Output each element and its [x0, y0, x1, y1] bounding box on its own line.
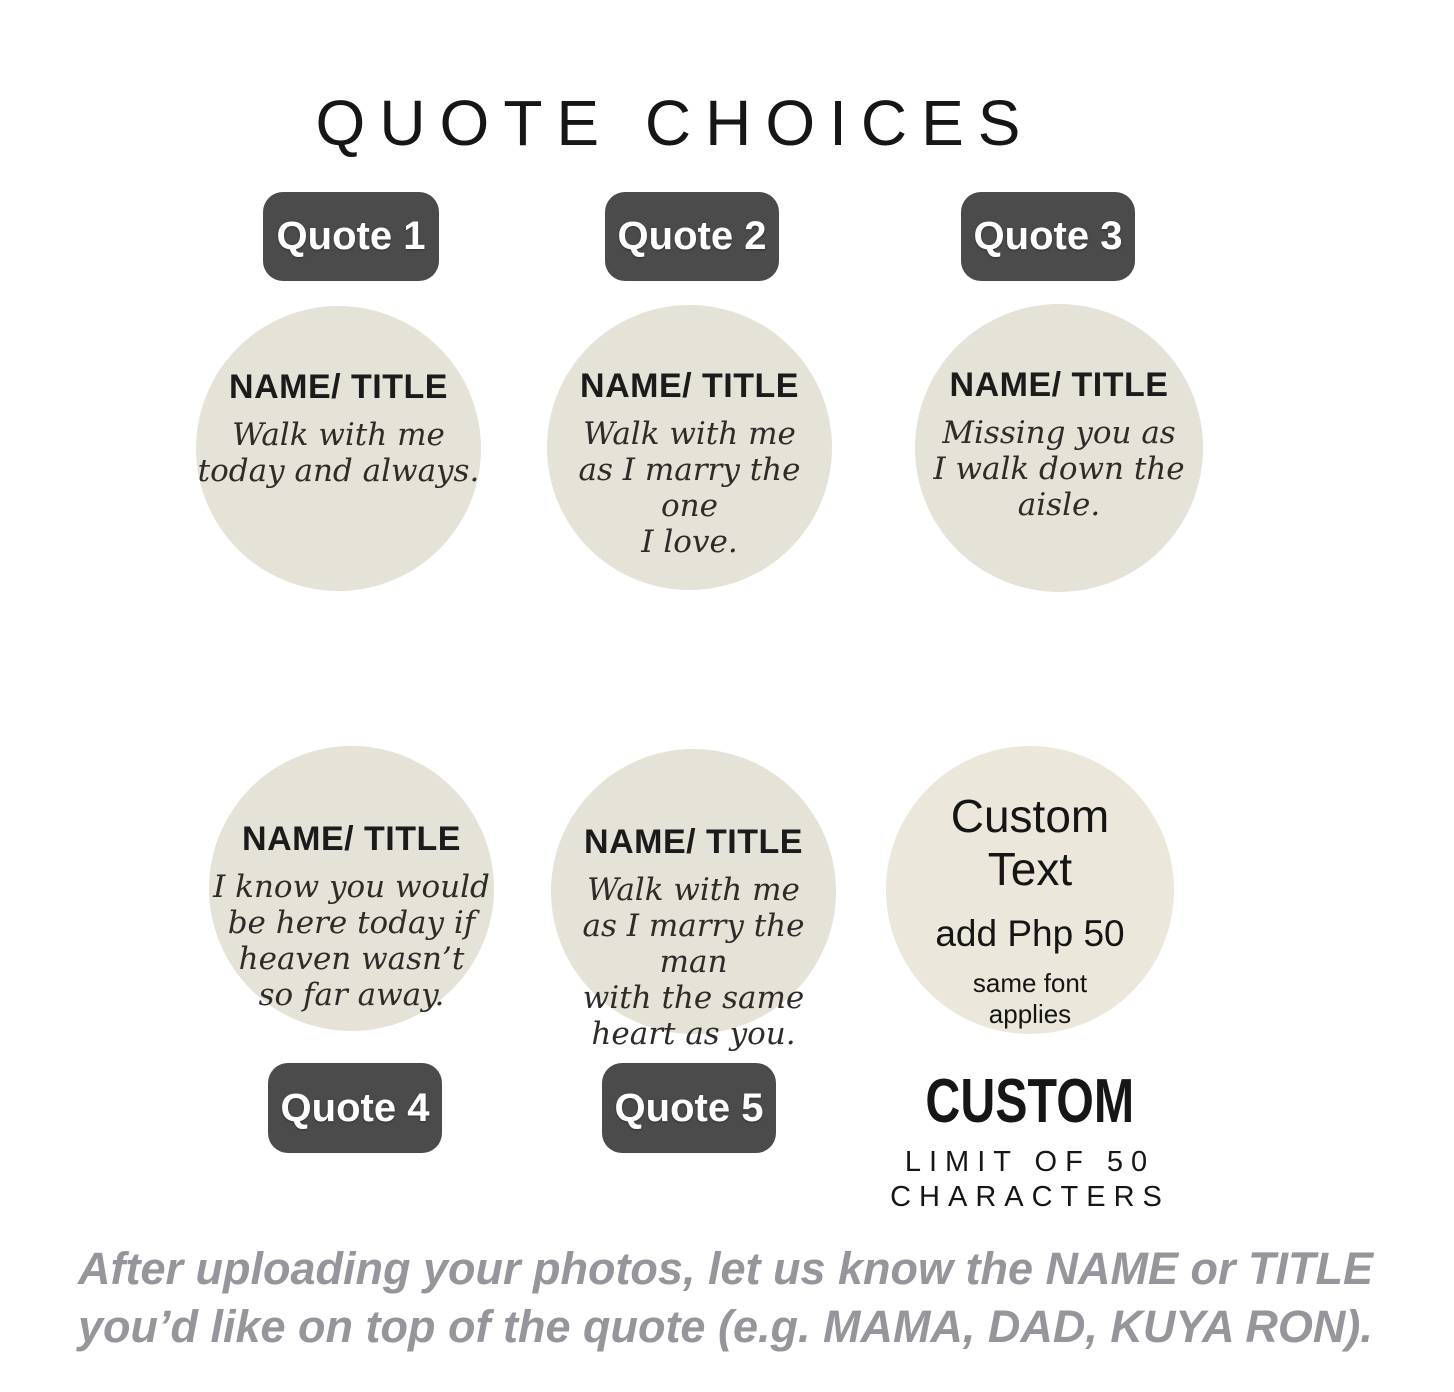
- custom-note-line: same font: [972, 968, 1088, 998]
- quote-1-circle: [196, 306, 481, 591]
- custom-price: add Php 50: [935, 913, 1125, 954]
- name-title-heading: NAME/ TITLE: [949, 366, 1169, 404]
- page-title: QUOTE CHOICES: [315, 87, 1035, 159]
- quote-4-button[interactable]: Quote 4: [268, 1063, 442, 1153]
- custom-text-circle: [886, 746, 1174, 1034]
- custom-title-line: Custom: [950, 790, 1110, 842]
- character-limit-note: [880, 1145, 1180, 1215]
- quote-line: be here today if: [227, 905, 476, 941]
- limit-line: LIMIT OF 50: [904, 1146, 1156, 1178]
- custom-font-note: [973, 968, 1087, 1030]
- name-title-heading: NAME/ TITLE: [584, 823, 803, 861]
- quote-line: Missing you as: [942, 415, 1176, 451]
- quote-5-circle: [551, 749, 836, 1052]
- quote-line: Walk with me: [587, 872, 800, 908]
- custom-option-label: [880, 1066, 1180, 1215]
- footer-line: you’d like on top of the quote (e.g. MAMA, DAD, KUYA RON).: [78, 1301, 1373, 1352]
- quote-line: so far away.: [258, 977, 445, 1013]
- quote-3-button[interactable]: Quote 3: [961, 192, 1135, 281]
- name-title-heading: NAME/ TITLE: [229, 368, 448, 406]
- quote-4-circle: [209, 746, 494, 1031]
- quote-line: today and always.: [197, 453, 480, 489]
- quote-line: Walk with me: [232, 417, 445, 453]
- quote-1-text: [198, 417, 480, 489]
- limit-line: CHARACTERS: [890, 1181, 1170, 1213]
- footer-line: After uploading your photos, let us know the NAME or TITLE: [78, 1243, 1373, 1294]
- name-title-heading: NAME/ TITLE: [580, 367, 799, 405]
- quote-3-circle: [915, 304, 1203, 592]
- quote-2-button[interactable]: Quote 2: [605, 192, 779, 281]
- quote-line: I know you would: [213, 869, 490, 905]
- custom-text-title: [951, 790, 1109, 896]
- quote-5-button[interactable]: Quote 5: [602, 1063, 776, 1153]
- quote-5-text: [551, 872, 836, 1052]
- quote-line: I love.: [641, 524, 738, 560]
- quote-line: heart as you.: [591, 1016, 796, 1052]
- instructions-footer: [78, 1240, 1408, 1356]
- quote-line: as I marry the one: [578, 452, 801, 524]
- quote-line: heaven wasn’t: [238, 941, 465, 977]
- quote-3-text: [915, 415, 1203, 523]
- quote-1-button[interactable]: Quote 1: [263, 192, 439, 281]
- name-title-heading: NAME/ TITLE: [242, 820, 461, 858]
- quote-line: Walk with me: [583, 416, 796, 452]
- quote-2-text: [547, 416, 832, 560]
- quote-2-circle: [547, 305, 832, 590]
- custom-label: CUSTOM: [925, 1067, 1135, 1136]
- custom-note-line: applies: [988, 999, 1072, 1029]
- quote-line: I walk down the aisle.: [933, 451, 1185, 523]
- quote-line: with the same: [582, 980, 805, 1016]
- quote-4-text: [213, 869, 490, 1013]
- quote-line: as I marry the man: [582, 908, 805, 980]
- custom-title-line: Text: [987, 843, 1073, 895]
